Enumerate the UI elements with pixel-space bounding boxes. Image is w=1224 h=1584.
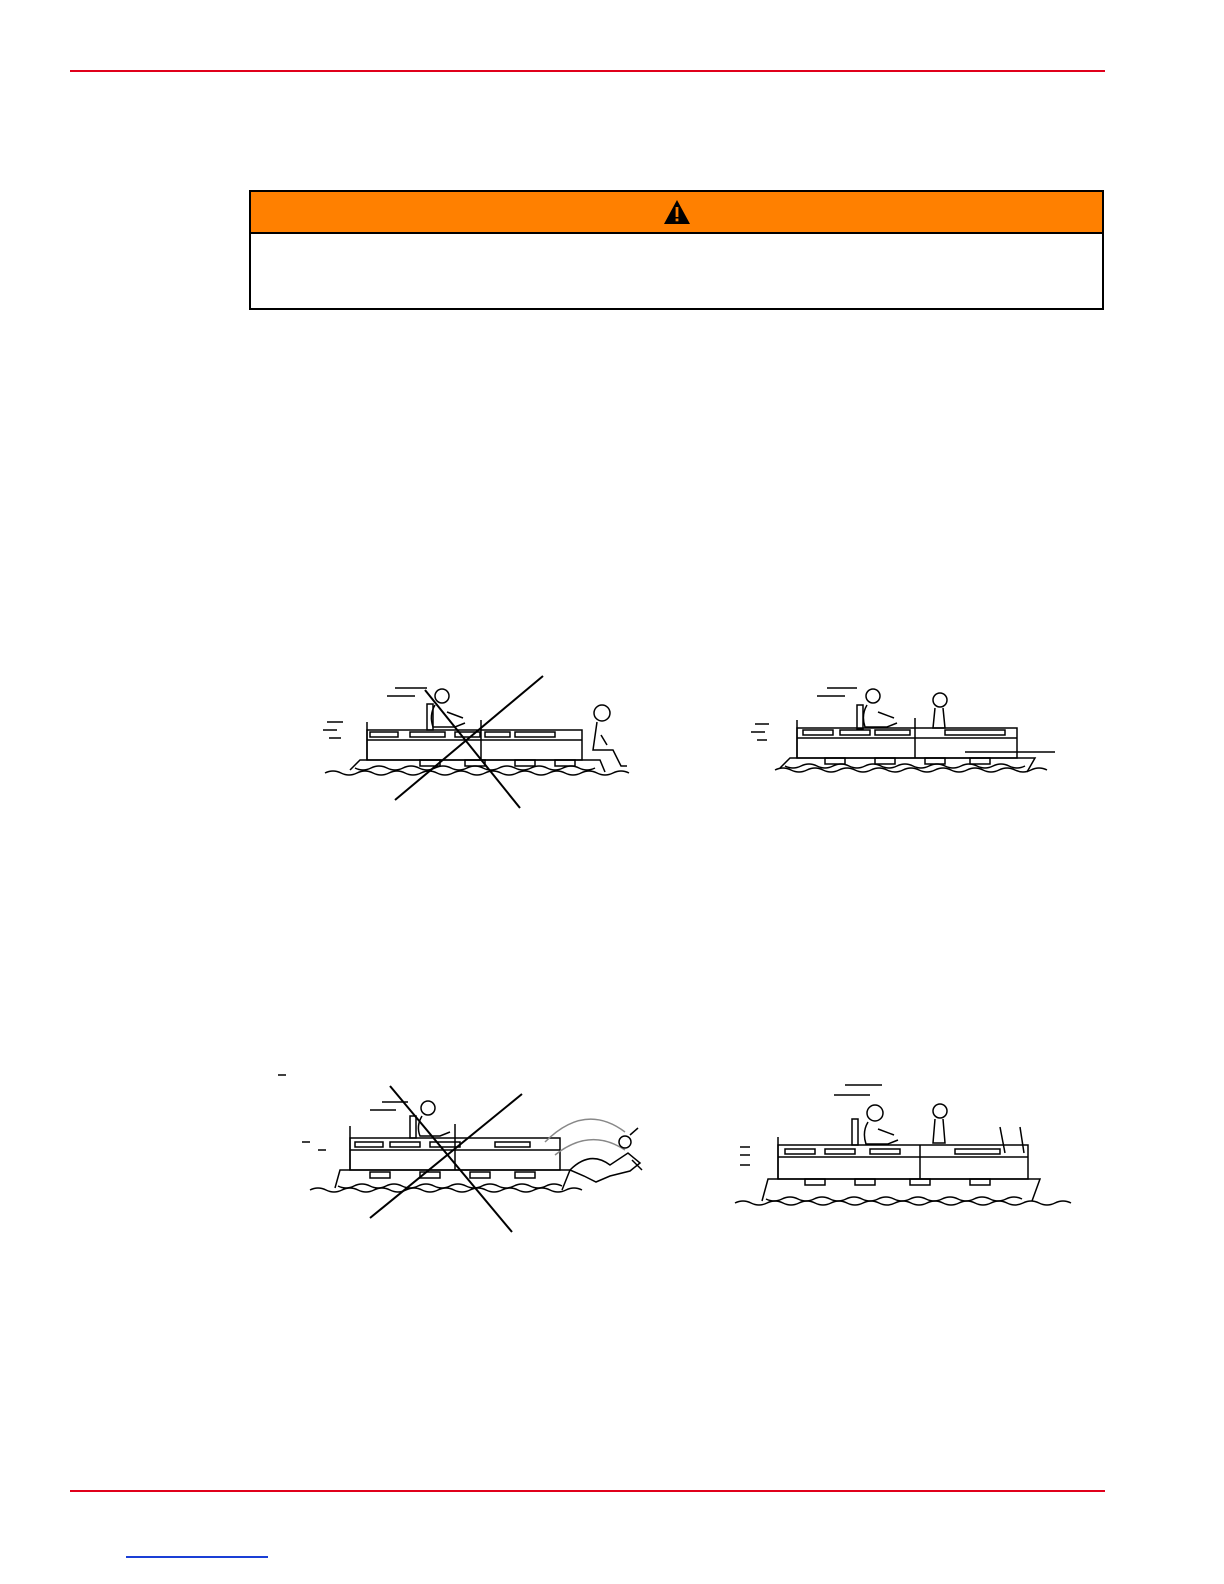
header-rule — [70, 70, 1105, 72]
footer-link-underline[interactable] — [126, 1556, 268, 1558]
footer-rule — [70, 1490, 1105, 1492]
safe-seated-passenger-illustration — [745, 680, 1065, 790]
safe-passenger-inside-railing-illustration — [730, 1075, 1075, 1215]
warning-header — [251, 192, 1102, 234]
warning-body — [251, 234, 1102, 310]
warning-triangle-icon — [662, 198, 692, 226]
warning-box — [249, 190, 1104, 310]
unsafe-bow-sitting-illustration — [315, 660, 645, 810]
unsafe-passenger-thrown-overboard-illustration — [270, 1060, 660, 1235]
